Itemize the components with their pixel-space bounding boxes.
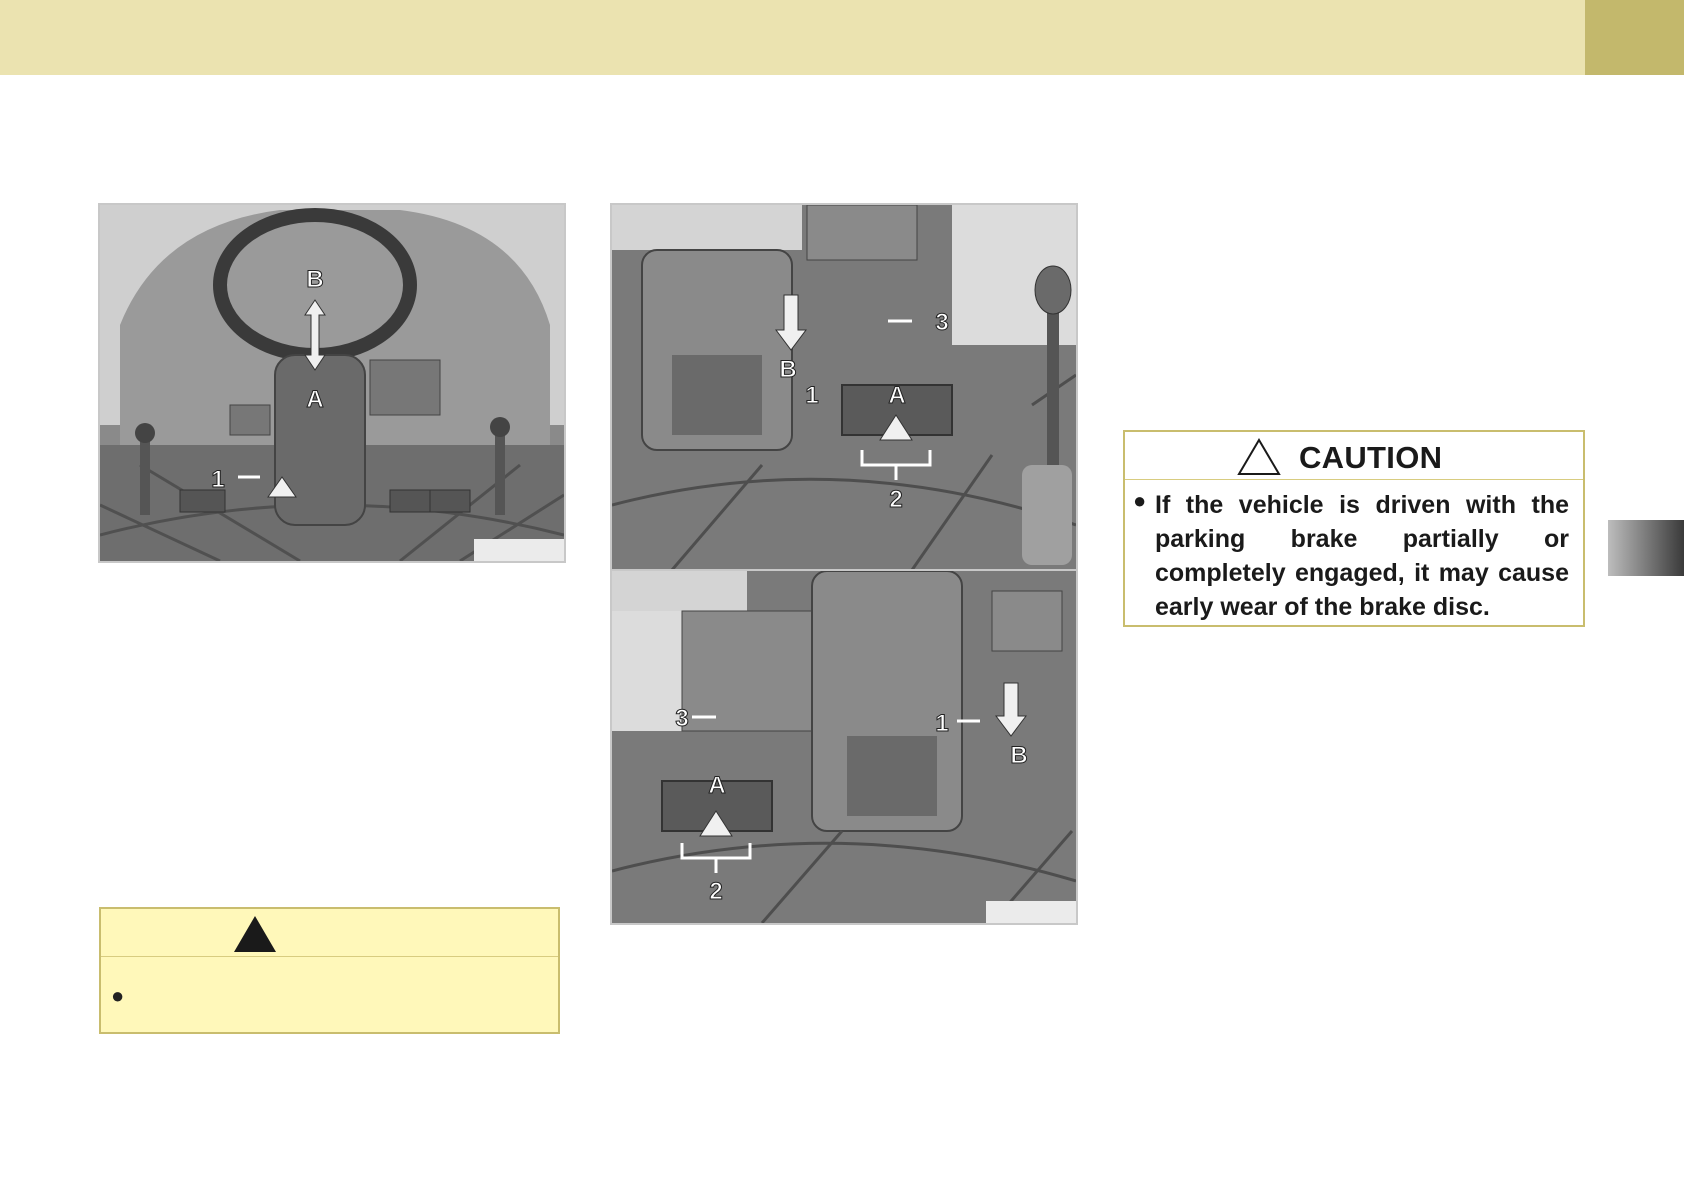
caution-title: CAUTION <box>1299 440 1443 475</box>
fig2-label-1: 1 <box>805 382 819 409</box>
caution-text: If the vehicle is driven with the parking brake partially or completely engaged, it may cause early wear of the brake disc. <box>1155 491 1569 621</box>
fig2-label-b: B <box>779 356 797 383</box>
header-tab <box>1585 0 1684 75</box>
fig3-label-2: 2 <box>709 878 723 905</box>
fig2-label-a: A <box>888 382 906 409</box>
caution-body <box>1125 480 1583 624</box>
fig2-label-3: 3 <box>935 309 949 336</box>
caution-bullet: ● <box>1133 488 1147 513</box>
fig3-label-3: 3 <box>675 705 689 732</box>
fig1-label-b: B <box>306 266 324 293</box>
header-band <box>0 0 1585 75</box>
warning-bullet: ● <box>111 983 125 1008</box>
fig2-label-2: 2 <box>889 486 903 513</box>
figure-brake-pedal-right-illustration <box>612 571 1076 923</box>
figure-steering-tilt <box>98 203 566 563</box>
figure-brake-pedal-left-illustration <box>612 205 1076 570</box>
fig1-label-1: 1 <box>211 466 225 493</box>
figure-brake-pedal-left <box>610 203 1078 572</box>
warning-header <box>101 909 558 957</box>
warning-box <box>99 907 560 1034</box>
figure-steering-tilt-illustration <box>100 205 564 561</box>
fig3-label-1: 1 <box>935 710 949 737</box>
figure-brake-pedal-right <box>610 569 1078 925</box>
caution-box <box>1123 430 1585 627</box>
side-chapter-tab <box>1608 520 1684 576</box>
caution-triangle-icon <box>1236 437 1282 477</box>
caution-header <box>1125 432 1583 480</box>
fig3-label-b: B <box>1010 742 1028 769</box>
warning-triangle-icon <box>232 914 278 954</box>
fig3-label-a: A <box>708 772 726 799</box>
fig1-label-a: A <box>306 386 324 413</box>
